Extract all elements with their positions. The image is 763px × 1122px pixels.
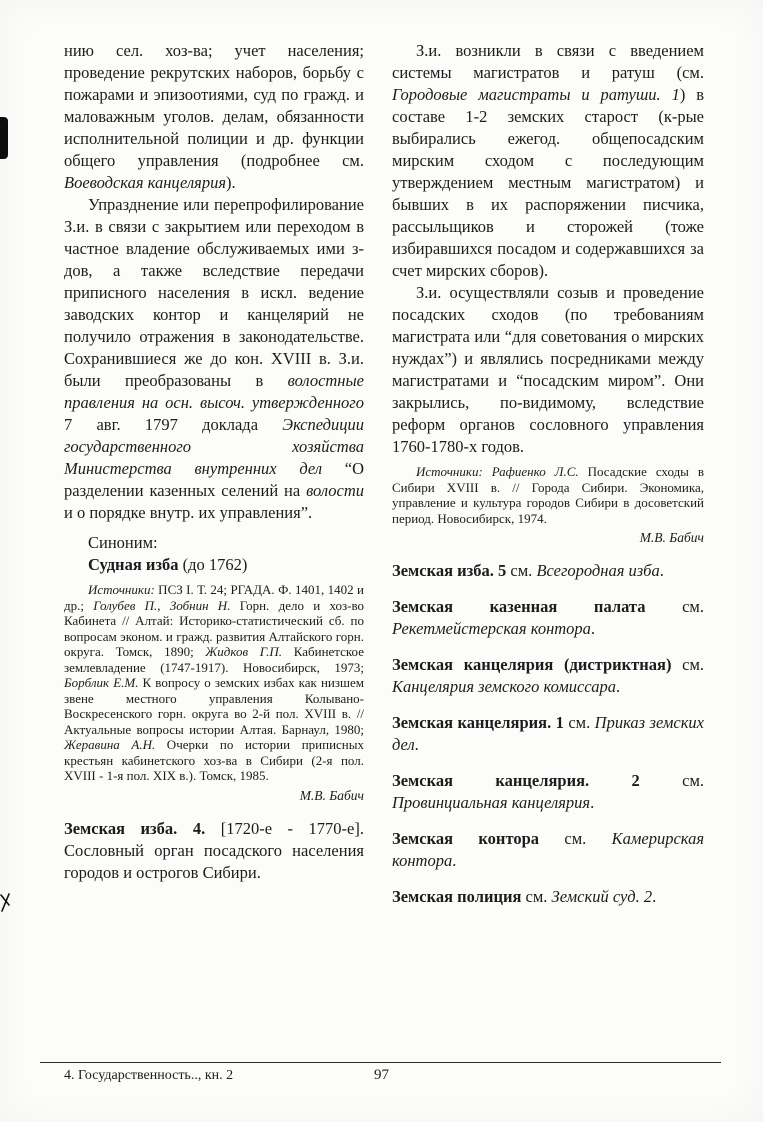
right-column	[392, 40, 704, 908]
text-segment: см.	[506, 561, 537, 580]
text-segment: Земская контора	[392, 829, 540, 848]
text-segment: см.	[539, 829, 612, 848]
text-segment: Всегородная изба	[536, 561, 660, 580]
body-paragraph-origin	[392, 40, 704, 282]
text-segment: Земская канцелярия. 1	[392, 713, 564, 732]
entry-zemskaya-kancelyariya-distriktnaya	[392, 654, 704, 698]
entry-zemskaya-kazennaya-palata	[392, 596, 704, 640]
text-segment: Рафиенко Л.С.	[491, 464, 579, 479]
text-segment: Экспедиции государственного хозяйства Министерства внутренних дел	[64, 415, 364, 478]
text-segment: см.	[521, 887, 552, 906]
sources-paragraph	[392, 464, 704, 526]
text-segment: Воеводская канцелярия	[64, 173, 227, 192]
author-signature	[64, 787, 364, 804]
text-segment: Борблик Е.М.	[64, 675, 139, 690]
text-segment: Канцелярия земского комиссара	[392, 677, 616, 696]
scan-artifact-pen-mark	[0, 893, 12, 913]
text-segment: Кабинетское землевладение (1747-1917). Новосибирск, 1973;	[64, 644, 364, 675]
text-segment: Голубев П., Зобнин Н.	[93, 597, 231, 613]
continuation-paragraph	[64, 40, 364, 194]
text-segment: Жеравина А.Н.	[64, 737, 156, 752]
entry-zemskaya-kancelyariya-1	[392, 712, 704, 756]
text-segment: .	[659, 561, 664, 580]
text-segment: ).	[226, 173, 236, 192]
text-segment: Земская полиция	[392, 887, 522, 906]
sources-paragraph	[64, 582, 364, 784]
text-segment: и о порядке внутр. их управления”.	[64, 503, 313, 522]
text-segment: Источники:	[416, 464, 492, 479]
text-segment: .	[452, 851, 457, 870]
text-segment: Посадские сходы в Сибири XVIII в. // Города Сибири. Экономика, управление и культура городов Сибири в досоветский период. Новосибирск, 1974.	[392, 464, 704, 526]
entry-zemskaya-izba-4	[64, 818, 364, 884]
left-column	[64, 40, 364, 884]
entry-zemskaya-policiya	[392, 886, 704, 908]
text-segment: Источники:	[88, 582, 155, 597]
text-segment: Провинциальная канцелярия	[392, 793, 591, 812]
text-segment: .	[590, 619, 596, 638]
text-segment: см.	[563, 713, 595, 732]
text-segment: см.	[671, 655, 705, 674]
text-segment: .	[615, 677, 621, 696]
body-paragraph-functions	[392, 282, 704, 458]
text-segment: ) в составе 1-2 земских старост (к-рые выбирались ежегод. общепосадским мирским сходом с последующим утверждением местным магистратом) и бывших в их распоряжении писчика, рассыльщиков и сторожей (тоже избиравшихся посадом и содержавшихся за счет мирских сборов).	[392, 85, 704, 280]
text-segment: 7 авг. 1797 доклада	[64, 415, 283, 434]
text-segment: З.и. осуществляли созыв и проведение посадских сходов (по требованиям магистрата или “для советования о мирских нуждах”) и являлись посредниками между магистратами и “посадским миром”. Они закрылись, по-видимому, вследствие реформ органов сословного управления 1760-1780-х годов.	[392, 283, 704, 456]
text-segment: ПСЗ I. Т. 24; РГАДА. Ф. 1401, 1402 и др.;	[64, 582, 364, 613]
text-segment: Синоним:	[88, 533, 158, 552]
text-segment: Земская канцелярия. 2	[392, 771, 640, 790]
author-signature	[392, 529, 704, 546]
text-segment: Городовые магистраты и ратуши. 1	[392, 85, 680, 104]
text-segment: .	[414, 735, 419, 754]
text-segment: Упразднение или перепрофилирование З.и. в связи с закрытием или переходом в частное владение обслуживаемых ими з-дов, а также вследствие передачи приписного населения в искл. ведение заводских контор и канцелярий не получило отражения в законодательстве. Сохранившиеся же до кон. XVIII в. З.и. были преобразованы в	[64, 195, 364, 390]
text-segment: [1720-е - 1770-е]. Сословный орган посадского населения городов и острогов Сибири.	[64, 818, 364, 882]
text-segment: нию сел. хоз-ва; учет населения; проведение рекрутских наборов, борьбу с пожарами и эпизоотиями, суд по гражд. и маловажным уголов. делам, обязанности исполнительной полиции и др. функции общего управления (подробнее см.	[64, 41, 364, 170]
text-segment: Рекетмейстерская контора	[392, 619, 591, 638]
text-segment: Приказ земских дел	[392, 713, 705, 754]
synonym-label	[64, 532, 364, 554]
scan-artifact-ink-bar	[0, 117, 8, 159]
text-segment: Земская изба. 5	[392, 561, 507, 580]
body-paragraph-abolition	[64, 194, 364, 524]
text-segment: Земский суд. 2	[551, 887, 653, 906]
text-segment: волостные правления на осн. высоч. утвержденного	[64, 371, 364, 412]
text-segment: “О разделении казенных селений на	[64, 459, 364, 500]
text-segment: Камерирская контора	[392, 829, 705, 870]
text-segment: М.В. Бабич	[299, 787, 364, 803]
footer-book-title: 4. Государственность.., кн. 2	[64, 1068, 234, 1083]
text-segment: К вопросу о земских избах как низшем звене местного управления Колывано-Воскресенского горн. округа во 2-й пол. XVIII в. // Актуальные вопросы истории Алтая. Барнаул, 1980;	[64, 675, 365, 737]
text-segment: Горн. дело и хоз-во Кабинета // Алтай: Историко-статистический сб. по вопросам эконом. и гражд. развития Алтайского горн. округа. Томск, 1890;	[64, 597, 364, 659]
text-segment: З.и. возникли в связи с введением системы магистратов и ратуш (см.	[392, 41, 704, 82]
text-segment: .	[652, 887, 657, 906]
text-segment: М.В. Бабич	[639, 530, 704, 545]
text-segment: волости	[306, 481, 364, 500]
synonym-value	[64, 554, 364, 576]
text-segment: Земская казенная палата	[392, 597, 646, 616]
entry-zemskaya-kontora	[392, 828, 704, 872]
text-segment: Земская изба. 4.	[64, 818, 206, 838]
text-segment: Жидков Г.П.	[205, 644, 283, 659]
text-segment: .	[590, 793, 595, 812]
entry-zemskaya-izba-5	[392, 560, 704, 582]
text-segment: см.	[639, 771, 705, 790]
footer-rule	[40, 1062, 721, 1063]
text-segment: Очерки по истории приписных крестьян кабинетского хоз-ва в Сибири (2-я пол. XVIII - 1-я пол. XIX в.). Томск, 1985.	[64, 737, 364, 783]
footer-page-number: 97	[374, 1067, 389, 1083]
text-segment: Земская канцелярия (дистриктная)	[392, 655, 672, 674]
text-segment: см.	[645, 597, 704, 616]
text-segment: Судная изба	[88, 555, 179, 574]
text-segment: (до 1762)	[178, 555, 248, 574]
entry-zemskaya-kancelyariya-2	[392, 770, 704, 814]
